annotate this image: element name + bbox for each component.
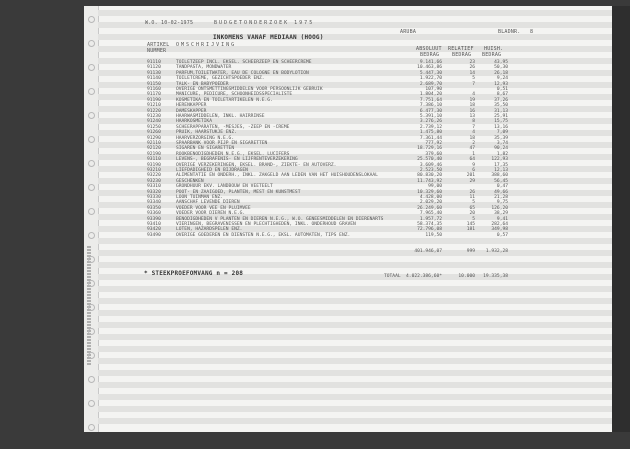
col-artikel: ARTIKEL <box>147 42 170 48</box>
feed-hole <box>88 40 95 47</box>
absolute-amount: 107,90 <box>425 87 442 92</box>
article-number: 93330 <box>147 195 161 200</box>
absolute-amount: 7.965,40 <box>419 211 442 217</box>
article-number: 91140 <box>147 76 161 82</box>
absolute-amount: 7.361,44 <box>419 135 442 141</box>
absolute-amount: 2.689,70 <box>419 81 442 87</box>
description: TOILETZEEP INCL. EKSEL. SCHEERZEEP EN SCHEERCREME <box>176 60 312 65</box>
household-amount: 349,98 <box>491 227 508 233</box>
relative-amount: 5 <box>472 216 475 222</box>
relative-amount: 7 <box>472 124 475 130</box>
article-number: 91170 <box>147 92 161 98</box>
total-row <box>84 274 614 279</box>
description: GESCHENKEN <box>176 178 204 184</box>
article-number: 92110 <box>147 141 161 146</box>
absolute-amount: 10.329,60 <box>417 189 442 195</box>
article-number: 93490 <box>147 232 161 238</box>
relative-amount: 7 <box>472 81 475 87</box>
feed-hole <box>88 304 95 311</box>
absolute-amount: 1.922,70 <box>419 76 442 82</box>
feed-hole <box>88 352 95 359</box>
absolute-amount: 777,92 <box>425 141 442 146</box>
feed-hole <box>88 400 95 407</box>
paper-band <box>98 406 614 412</box>
article-number: 93230 <box>147 178 161 184</box>
page-label: BLADNR. <box>498 29 521 35</box>
household-amount: 282,64 <box>491 222 508 227</box>
absolute-amount: 2.523,50 <box>419 168 442 173</box>
paper-band <box>98 418 614 424</box>
household-amount: 37,26 <box>494 97 508 103</box>
household-amount: 15,75 <box>494 119 508 125</box>
description: VOEDER VOOR VEE EN PLUIMVEE <box>176 205 251 211</box>
absolute-amount: 1.957,72 <box>419 216 442 222</box>
household-amount: 25,91 <box>494 114 508 119</box>
col-omschrijving: OMSCHRIJVING <box>176 42 237 48</box>
article-number: 93110 <box>147 157 161 163</box>
description: VIERINGEN, BEGRAVENISSEN EN PLECHTIGHEDEN, INKL. ONDERHOUD GRAVEN <box>176 222 356 227</box>
feed-hole <box>88 256 95 263</box>
household-amount: 90,24 <box>494 146 508 152</box>
relative-amount: 4 <box>472 92 475 98</box>
col-huish: HUISH. <box>484 46 504 52</box>
relative-amount: 5 <box>472 200 475 206</box>
absolute-amount: 7.386,10 <box>419 103 442 109</box>
absolute-amount: 58.374,35 <box>417 222 442 227</box>
page-number: 8 <box>530 29 534 35</box>
article-number: 93410 <box>147 222 161 227</box>
description: TANDPASTA, MONDWATER <box>176 65 232 71</box>
household-amount: 9,24 <box>496 76 508 82</box>
feed-hole <box>88 424 95 431</box>
relative-amount: 18 <box>469 135 475 141</box>
description: ROOKBENODIGDHEDEN N.E.G., EKSEL. LUCIFERS <box>176 151 290 157</box>
description: DAMESKAPPER <box>176 108 207 114</box>
household-amount: 17,35 <box>494 162 508 168</box>
paper-band <box>98 34 614 40</box>
feed-hole <box>88 16 95 23</box>
relative-amount: 18 <box>469 103 475 109</box>
description: HAARWASMIDDELEN, INKL. HAIRRINSE <box>176 114 265 119</box>
total-abs: 4.022.386,60* <box>406 274 442 279</box>
absolute-amount: 5.391,10 <box>419 114 442 119</box>
household-amount: 21,28 <box>494 195 508 200</box>
description: GRONDHUUR EKV. LANDBOUW EN VEETEELT <box>176 184 273 190</box>
household-amount: 126,20 <box>491 205 508 211</box>
household-amount: 43,95 <box>494 60 508 65</box>
absolute-amount: 3.276,26 <box>419 119 442 125</box>
col-huish-bedrag: BEDRAG <box>482 52 502 58</box>
col-relatief-bedrag: BEDRAG <box>452 52 472 58</box>
description: HAARKOSMETIKA <box>176 119 212 125</box>
article-number: 91240 <box>147 119 161 125</box>
article-number: 91250 <box>147 124 161 130</box>
household-amount: 12,93 <box>494 81 508 87</box>
feed-hole <box>88 280 95 287</box>
col-absoluut: ABSOLUUT <box>416 46 442 52</box>
feed-hole <box>88 376 95 383</box>
absolute-amount: 7.751,64 <box>419 97 442 103</box>
household-amount: 0,51 <box>496 87 508 92</box>
relative-amount: 2 <box>472 141 475 146</box>
article-number: 91120 <box>147 65 161 71</box>
paper-band <box>98 370 614 376</box>
article-number: 91160 <box>147 87 161 92</box>
description: LIEFDADIGHEID EN BIJDRAGEN <box>176 168 248 173</box>
household-amount: 9,75 <box>496 200 508 206</box>
description: OVERIGE ONTSMETTINGSMIDDELEN VOOR PERSOONLIJK GEBRUIK <box>176 87 323 92</box>
absolute-amount: 4.428,00 <box>419 195 442 200</box>
household-amount: 3,74 <box>496 141 508 146</box>
description: BENODIGDHEDEN V PLANTEN EN DIEREN N.E.G., W.O. GENEESMIDDELEN EN DIERENARTS <box>176 216 384 222</box>
absolute-amount: 5.447,30 <box>419 70 442 76</box>
report-subtitle: INKOMENS VANAF MEDIAAN (HOOG) <box>213 34 324 41</box>
relative-amount: 29 <box>469 178 475 184</box>
relative-amount: 201 <box>466 173 475 179</box>
relative-amount: 23 <box>469 60 475 65</box>
relative-amount: 13 <box>469 114 475 119</box>
household-amount: 13,16 <box>494 124 508 130</box>
description: PRUIK, HAARSTUKJE ENZ. <box>176 130 237 136</box>
household-amount: 31,13 <box>494 108 508 114</box>
article-number: 91130 <box>147 70 161 76</box>
report-code: W.O. 10-02-1975 <box>145 20 194 26</box>
total-rel: 10.000 <box>458 274 475 279</box>
report-title: BUDGETONDERZOEK 1975 <box>214 20 315 26</box>
paper-band <box>98 310 614 316</box>
paper-band <box>98 358 614 364</box>
household-amount: 38,29 <box>494 211 508 217</box>
relative-amount: 26 <box>469 189 475 195</box>
absolute-amount: 9.141,66 <box>419 60 442 65</box>
relative-amount: 145 <box>466 222 475 227</box>
article-number: 93220 <box>147 173 161 179</box>
subtotal-abs: 401.946,07 <box>414 249 442 254</box>
feed-hole <box>88 328 95 335</box>
household-amount: 8,67 <box>496 92 508 98</box>
absolute-amount: 26.249,60 <box>417 205 442 211</box>
description: LOTEN, HAZARDSPELEN ENZ. <box>176 227 243 233</box>
article-number: 92190 <box>147 151 161 157</box>
absolute-amount: 72.796,08 <box>417 227 442 233</box>
description: KOSMETIKA EN TOILETARTIKELEN N.E.G. <box>176 97 273 103</box>
article-number: 93360 <box>147 211 161 217</box>
household-amount: 388,60 <box>491 173 508 179</box>
island-label: ARUBA <box>400 29 417 35</box>
household-amount: 26,18 <box>494 70 508 76</box>
description: VOEDER VOOR DIEREN N.E.G. <box>176 211 246 217</box>
paper-band <box>98 262 614 268</box>
household-amount: 0,57 <box>496 232 508 238</box>
description: HAARVERZORGING N.E.G. <box>176 135 235 141</box>
total-huish: 19.335,38 <box>483 274 508 279</box>
description: MANICURE, PEDICURE, SCHOONHEIDSSPECIALISTE <box>176 92 293 98</box>
description: POOT- EN ZAAIGOED, PLANTEN, MEST EN KUNSTMEST <box>176 189 301 195</box>
relative-amount: 20 <box>469 211 475 217</box>
description: LEVENS-, BEGRAFENIS- EN LIJFRENTEVERZEKERING <box>176 157 298 163</box>
absolute-amount: 11.743,92 <box>417 178 442 184</box>
description: TOILETCREME, GEZICHTSPOEDER ENZ. <box>176 76 265 82</box>
paper-band <box>98 394 614 400</box>
article-number: 91260 <box>147 130 161 136</box>
absolute-amount: 6.477,30 <box>419 108 442 114</box>
description: OVERIGE GOEDEREN EN DIENSTEN N.E.G., EKSL. AUTOMATEN, TIPS ENZ. <box>176 232 351 238</box>
paper-band <box>98 298 614 304</box>
paper-band <box>98 10 614 16</box>
absolute-amount: 2.029,20 <box>419 200 442 206</box>
relative-amount: 4 <box>472 130 475 136</box>
article-number: 92120 <box>147 146 161 152</box>
relative-amount: 1 <box>472 151 475 157</box>
total-label: TOTAAL <box>384 274 401 279</box>
article-number: 93310 <box>147 184 161 190</box>
household-amount: 12,13 <box>494 168 508 173</box>
article-number: 91290 <box>147 135 161 141</box>
paper-band <box>98 346 614 352</box>
absolute-amount: 2.739,12 <box>419 124 442 130</box>
relative-amount: 16 <box>469 108 475 114</box>
absolute-amount: 18.729,16 <box>417 146 442 152</box>
col-nummer: NUMMER <box>147 48 167 54</box>
description: ALIMENTATIE EN ONDERH., INKL. ZAKGELD AAN LEDEN VAN HET HUISHOUDENSLOKAAL <box>176 173 378 179</box>
household-amount: 35,39 <box>494 135 508 141</box>
absolute-amount: 119,50 <box>425 232 442 238</box>
relative-amount: 6 <box>472 168 475 173</box>
article-number: 93340 <box>147 200 161 206</box>
absolute-amount: 99,00 <box>428 184 442 190</box>
household-amount: 0,47 <box>496 184 508 190</box>
article-number: 93350 <box>147 205 161 211</box>
household-amount: 9,41 <box>496 216 508 222</box>
printout-page <box>84 6 614 432</box>
relative-amount: 9 <box>472 162 475 168</box>
description: TALK- EN BABYPOEDER <box>176 81 229 87</box>
article-number: 93420 <box>147 227 161 233</box>
article-number: 93320 <box>147 189 161 195</box>
relative-amount: 5 <box>472 76 475 82</box>
relative-amount: 11 <box>469 195 475 200</box>
absolute-amount: 80.830,20 <box>417 173 442 179</box>
subtotal-row <box>84 249 614 254</box>
description: PARFUM,TOILETWATER, EAU DE COLOGNE EN BODYLOTION <box>176 70 309 76</box>
paper-band <box>98 322 614 328</box>
absolute-amount: 1.804,20 <box>419 92 442 98</box>
description: AANSCHAF LEVENDE DIEREN <box>176 200 240 206</box>
description: SPAARBANK VOOR PIJP EN SIGARETTEN <box>176 141 268 146</box>
description: HERENKAPPER <box>176 103 207 109</box>
relative-amount: 47 <box>469 146 475 152</box>
description: OVERIGE VERZEKERINGEN, EKSEL. BRAND-, ZIEKTE- EN AUTOVERZ. <box>176 162 337 168</box>
article-number: 93190 <box>147 162 161 168</box>
absolute-amount: 10.463,86 <box>417 65 442 71</box>
article-number: 91210 <box>147 103 161 109</box>
relative-amount: 8 <box>472 119 475 125</box>
relative-amount: 14 <box>469 70 475 76</box>
relative-amount: 26 <box>469 65 475 71</box>
article-number: 91150 <box>147 81 161 87</box>
paper-band <box>98 334 614 340</box>
absolute-amount: 1.475,80 <box>419 130 442 136</box>
household-amount: 56,45 <box>494 178 508 184</box>
col-relatief: RELATIEF <box>448 46 474 52</box>
article-number: 91220 <box>147 108 161 114</box>
description: SCHEERAPPARATEN, -MESJES, -ZEEP EN -CREME <box>176 124 290 130</box>
relative-amount: 19 <box>469 97 475 103</box>
household-amount: 7,09 <box>496 130 508 136</box>
sample-size: * STEEKPROEFOMVANG n = 208 <box>144 270 244 277</box>
col-absoluut-bedrag: BEDRAG <box>420 52 440 58</box>
article-number: 91230 <box>147 114 161 119</box>
subtotal-rel: 999 <box>466 249 475 254</box>
household-amount: 1,82 <box>496 151 508 157</box>
relative-amount: 181 <box>466 227 475 233</box>
subtotal-huish: 1.932,28 <box>485 249 508 254</box>
paper-band <box>98 286 614 292</box>
household-amount: 50,30 <box>494 65 508 71</box>
paper-band <box>98 382 614 388</box>
description: SIGAREN EN SIGARETTEN <box>176 146 235 152</box>
description: LOON TUINMAN ENZ. <box>176 195 224 200</box>
article-number: 91110 <box>147 60 161 65</box>
article-number: 93210 <box>147 168 161 173</box>
absolute-amount: 25.570,40 <box>417 157 442 163</box>
article-number: 91190 <box>147 97 161 103</box>
absolute-amount: 3.609,46 <box>419 162 442 168</box>
relative-amount: 64 <box>469 157 475 163</box>
article-number: 93390 <box>147 216 161 222</box>
scan-edge <box>612 6 630 432</box>
household-amount: 49,66 <box>494 189 508 195</box>
paper-band <box>98 238 614 244</box>
table-row <box>84 233 614 238</box>
absolute-amount: 379,60 <box>425 151 442 157</box>
household-amount: 35,50 <box>494 103 508 109</box>
household-amount: 122,93 <box>491 157 508 163</box>
relative-amount: 65 <box>469 205 475 211</box>
